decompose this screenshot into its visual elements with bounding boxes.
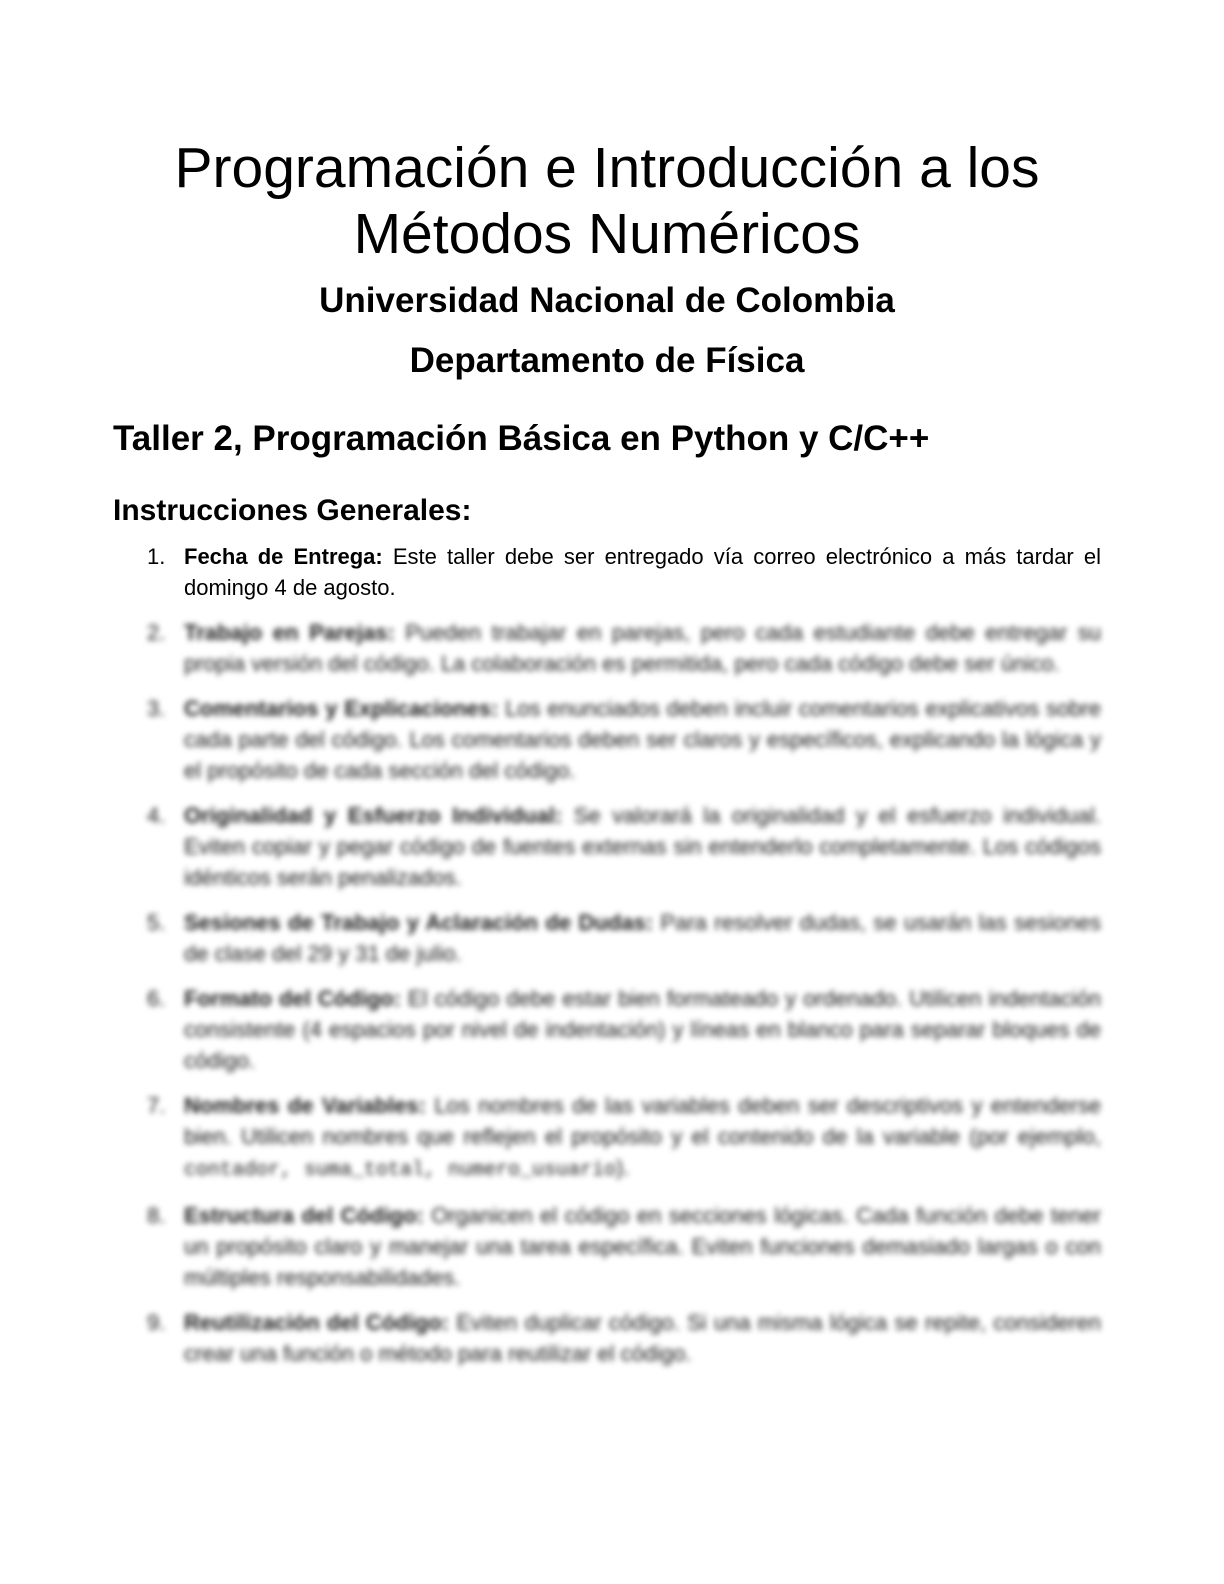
item-number: 3. bbox=[147, 696, 166, 721]
item-text: Pueden trabajar en parejas, pero cada estudiante debe entregar su propia versión del código. La colaboración es permitida, pero cada código debe ser único. bbox=[184, 620, 1101, 676]
item-text: Para resolver dudas, se usarán las sesiones de clase del 29 y 31 de julio. bbox=[184, 910, 1101, 966]
section-title: Instrucciones Generales: bbox=[113, 494, 472, 527]
item-text: Eviten duplicar código. Si una misma lógica se repite, consideren crear una función o método para reutilizar el código. bbox=[184, 1310, 1101, 1366]
item-code: contador, suma_total, numero_usuario bbox=[184, 1159, 617, 1182]
list-item bbox=[113, 1090, 1101, 1186]
department-name: Departamento de Física bbox=[409, 341, 805, 380]
instructions-list bbox=[113, 541, 1101, 1369]
document-title bbox=[113, 135, 1101, 267]
list-item bbox=[113, 693, 1101, 786]
item-number: 8. bbox=[147, 1203, 166, 1228]
item-number: 2. bbox=[147, 620, 166, 645]
item-label: Formato del Código: bbox=[184, 986, 401, 1011]
item-number: 4. bbox=[147, 803, 166, 828]
item-number: 9. bbox=[147, 1310, 166, 1335]
item-label: Comentarios y Explicaciones: bbox=[184, 696, 499, 721]
workshop-title: Taller 2, Programación Básica en Python y C/C++ bbox=[113, 419, 930, 458]
university-name: Universidad Nacional de Colombia bbox=[319, 281, 895, 320]
list-item bbox=[113, 907, 1101, 969]
title-line-1: Programación e Introducción a los bbox=[174, 136, 1040, 200]
item-text: Organicen el código en secciones lógicas. Cada función debe tener un propósito claro y manejar una tarea específica. Eviten funciones demasiado largas o con múltiples responsabilidades. bbox=[184, 1203, 1102, 1290]
item-text: El código debe estar bien formateado y ordenado. Utilicen indentación consistente (4 espacios por nivel de indentación) y líneas en blanco para separar bloques de código. bbox=[184, 986, 1101, 1073]
item-label: Originalidad y Esfuerzo Individual: bbox=[184, 803, 563, 828]
item-text: Los enunciados deben incluir comentarios explicativos sobre cada parte del código. Los comentarios deben ser claros y específicos, explicando la lógica y el propósito de cada sección del código. bbox=[184, 696, 1101, 783]
item-label: Fecha de Entrega: bbox=[184, 544, 383, 569]
item-label: Nombres de Variables: bbox=[184, 1093, 426, 1118]
title-line-2: Métodos Numéricos bbox=[353, 202, 861, 266]
item-number: 1. bbox=[147, 544, 166, 569]
item-number: 6. bbox=[147, 986, 166, 1011]
item-text-tail: ). bbox=[616, 1155, 630, 1180]
item-number: 7. bbox=[147, 1093, 166, 1118]
item-label: Estructura del Código: bbox=[184, 1203, 424, 1228]
list-item bbox=[113, 983, 1101, 1076]
list-item bbox=[113, 1307, 1101, 1369]
item-text: Los nombres de las variables deben ser descriptivos y entenderse bien. Utilicen nombres que reflejen el propósito y el contenido de la variable (por ejemplo, bbox=[184, 1093, 1101, 1149]
item-text: Este taller debe ser entregado vía correo electrónico a más tardar el domingo 4 de agosto. bbox=[184, 544, 1102, 600]
item-label: Sesiones de Trabajo y Aclaración de Dudas: bbox=[184, 910, 654, 935]
list-item bbox=[113, 617, 1101, 679]
item-text: Se valorará la originalidad y el esfuerzo individual. Eviten copiar y pegar código de fuentes externas sin entenderlo completamente. Los códigos idénticos serán penalizados. bbox=[184, 803, 1101, 890]
item-label: Reutilización del Código: bbox=[184, 1310, 450, 1335]
item-label: Trabajo en Parejas: bbox=[184, 620, 395, 645]
item-number: 5. bbox=[147, 910, 166, 935]
list-item bbox=[113, 800, 1101, 893]
list-item bbox=[113, 541, 1101, 603]
list-item bbox=[113, 1200, 1101, 1293]
document-page bbox=[113, 135, 1101, 1383]
